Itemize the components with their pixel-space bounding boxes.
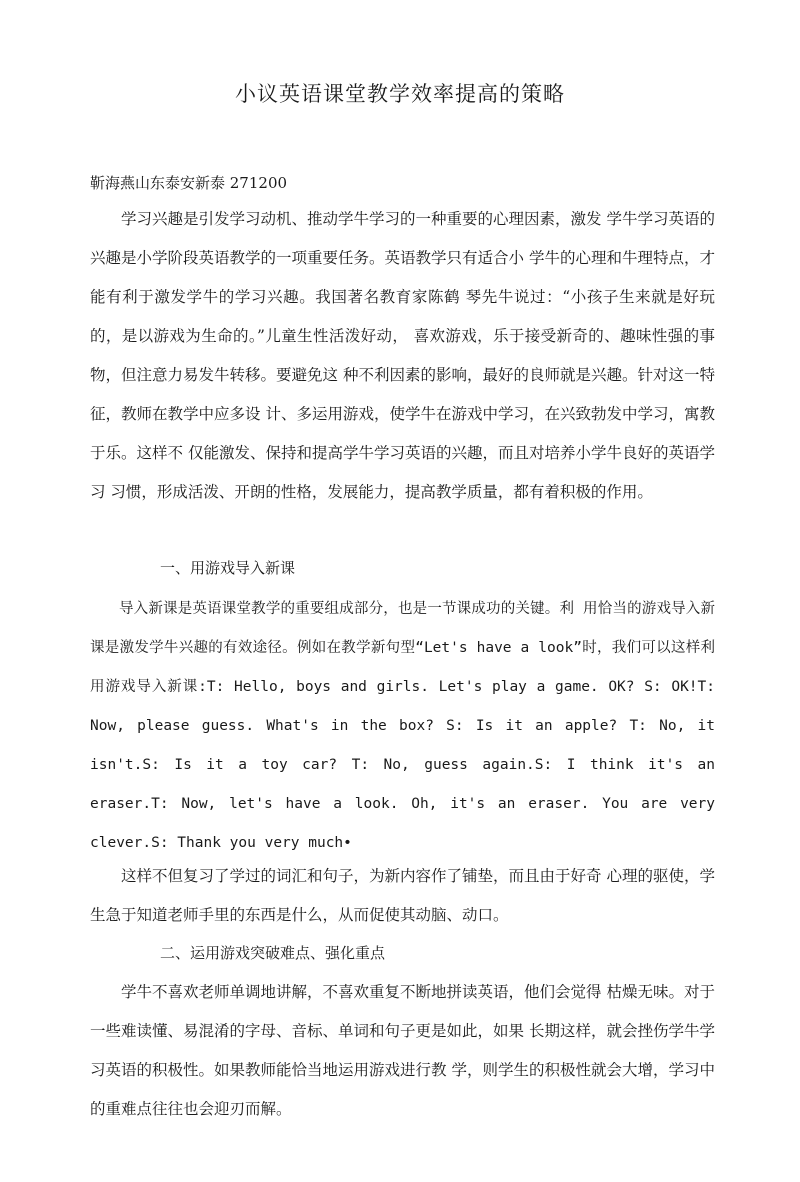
intro-paragraph: 学习兴趣是引发学习动机、推动学牛学习的一种重要的心理因素，激发 学牛学习英语的兴趣是小学阶段英语教学的一项重要任务。英语教学只有适合小 学牛的心理和牛理特点，才能有利于激发学牛的学习兴趣。我国著名教育家陈鹤 琴先牛说过：“小孩子生来就是好玩的，是以游戏为生命的。”儿童生性活泼好动， 喜欢游戏，乐于接受新奇的、趣味性强的事物，但注意力易发牛转移。要避免这 种不利因素的影响，最好的良师就是兴趣。针对这一特征，教师在教学中应多设 计、多运用游戏，使学牛在游戏中学习，在兴致勃发中学习，寓教于乐。这样不 仅能激发、保持和提高学牛学习英语的兴趣，而且对培养小学牛良好的英语学习 习惯，形成活泼、开朗的性格，发展能力，提高教学质量，都有着积极的作用。 [90, 210, 715, 501]
section-heading-2: 二、运用游戏突破难点、强化重点 [160, 944, 386, 962]
document-title: 小议英语课堂教学效率提高的策略 [235, 82, 565, 106]
section-1-paragraph: 导入新课是英语课堂教学的重要组成部分，也是一节课成功的关键。利 用恰当的游戏导入新课是激发学牛兴趣的有效途径。例如在教学新句型“Let's have a look”时，我们可以这样利用游戏导入新课:T: Hello, boys and girls. Let's play a game. OK? S: OK!T: Now, please guess. What's in the box? S: Is it an apple? T: No, it isn't.S: Is it a toy car? T: No, guess again.S: I think it's an eraser.T: Now, let's have a look. Oh, it's an eraser. You are very clever.S: Thank you very much• [90, 601, 715, 851]
author-affiliation: 靳海燕山东泰安新泰 271200 [90, 174, 288, 192]
section-1-followup-paragraph: 这样不但复习了学过的词汇和句子，为新内容作了铺垫，而且由于好奇 心理的驱使，学生急于知道老师手里的东西是什么，从而促使其动脑、动口。 [90, 867, 715, 924]
section-heading-1: 一、用游戏导入新课 [160, 559, 296, 577]
section-2-paragraph: 学牛不喜欢老师单调地讲解，不喜欢重复不断地拼读英语，他们会觉得 枯燥无味。对于一些难读懂、易混淆的字母、音标、单词和句子更是如此，如果 长期这样，就会挫伤学牛学习英语的积极性。如果教师能恰当地运用游戏进行教 学，则学生的积极性就会大增，学习中的重难点往往也会迎刃而解。 [90, 983, 715, 1118]
